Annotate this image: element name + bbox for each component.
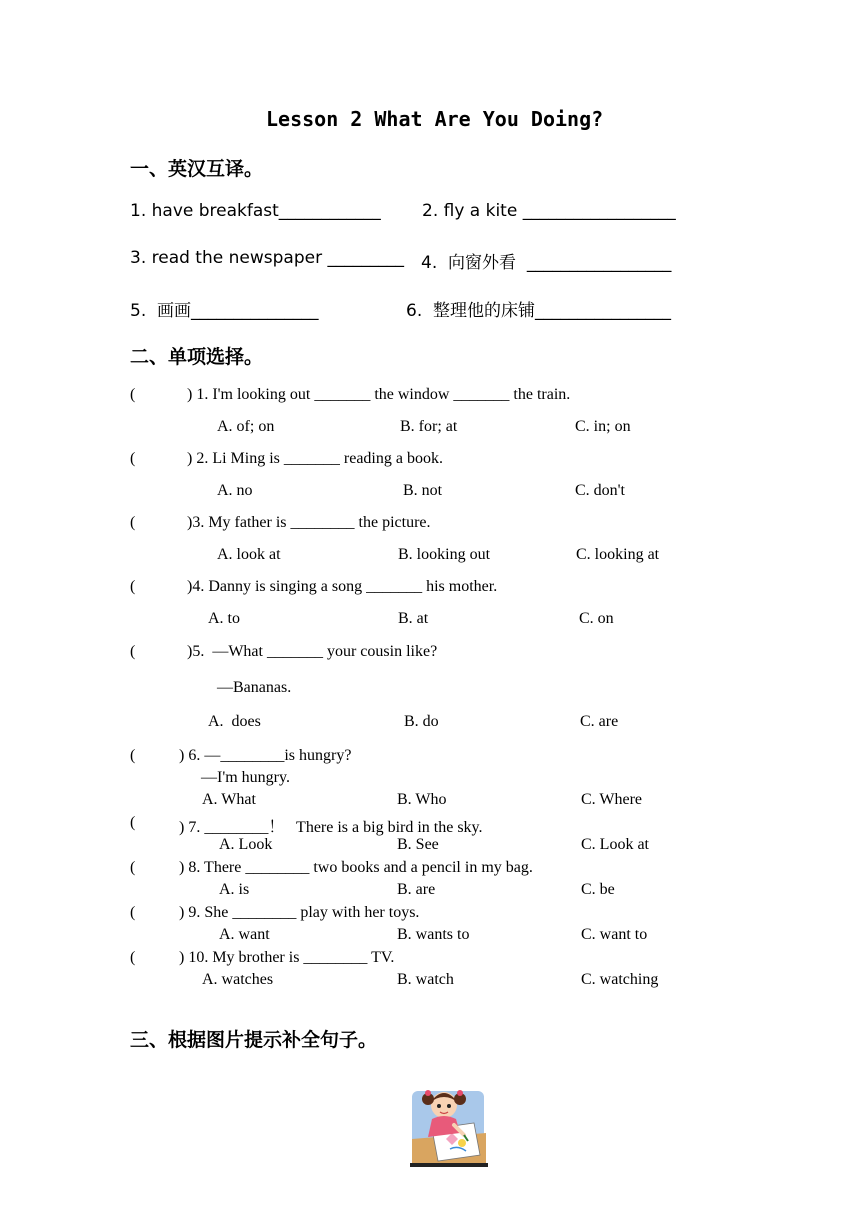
question-9: ) 9. She ________ play with her toys. (179, 904, 420, 921)
answer-paren: ( (130, 904, 136, 921)
option-b: B. are (397, 881, 436, 898)
translation-item-4: 4. 向窗外看 _________________ (421, 253, 672, 273)
translation-item-3: 3. read the newspaper _________ (130, 248, 404, 268)
answer-paren: ( (130, 859, 136, 876)
option-a: A. Look (219, 836, 273, 853)
option-a: A. What (202, 791, 256, 808)
translation-item-6: 6. 整理他的床铺________________ (406, 301, 672, 321)
option-a: A. watches (202, 971, 274, 988)
dialogue-reply: —Bananas. (217, 679, 292, 696)
translation-item-2: 2. fly a kite __________________ (422, 201, 676, 221)
answer-paren: ( (130, 450, 136, 467)
section-heading-choice: 二、单项选择。 (130, 346, 264, 368)
option-b: B. at (398, 610, 429, 627)
option-b: B. See (397, 836, 439, 853)
question-6: ) 6. —________is hungry? (179, 747, 352, 764)
option-a: A. to (208, 610, 240, 627)
answer-paren: ( (130, 643, 136, 660)
dialogue-reply: —I'm hungry. (201, 769, 290, 786)
option-c: C. in; on (575, 418, 631, 435)
option-b: B. Who (397, 791, 447, 808)
answer-paren: ( (130, 949, 136, 966)
option-c: C. Where (581, 791, 643, 808)
translation-item-5: 5. 画画_______________ (130, 301, 319, 321)
page-title: Lesson 2 What Are You Doing? (266, 107, 604, 131)
section-heading-picture: 三、根据图片提示补全句子。 (130, 1029, 378, 1051)
option-a: A. want (219, 926, 270, 943)
answer-paren: ( (130, 578, 136, 595)
question-10: ) 10. My brother is ________ TV. (179, 949, 395, 966)
option-a: A. look at (217, 546, 281, 563)
answer-paren: ( (130, 386, 136, 403)
question-4: )4. Danny is singing a song _______ his mother. (187, 578, 498, 595)
option-c: C. Look at (581, 836, 649, 853)
answer-paren: ( (130, 747, 136, 764)
question-3: )3. My father is ________ the picture. (187, 514, 431, 531)
translation-item-1: 1. have breakfast____________ (130, 201, 381, 221)
answer-paren: ( (130, 514, 136, 531)
question-2: ) 2. Li Ming is _______ reading a book. (187, 450, 443, 467)
option-c: C. are (580, 713, 619, 730)
option-b: B. looking out (398, 546, 491, 563)
option-a: A. no (217, 482, 253, 499)
option-a: A. is (219, 881, 250, 898)
answer-paren: ( (130, 814, 136, 831)
option-b: B. for; at (400, 418, 458, 435)
girl-drawing-picture-icon (410, 1081, 488, 1167)
question-7: ) 7. ________！ There is a big bird in the sky. (179, 819, 483, 836)
option-c: C. watching (581, 971, 659, 988)
section-heading-translation: 一、英汉互译。 (130, 158, 264, 180)
option-c: C. want to (581, 926, 648, 943)
option-c: C. be (581, 881, 615, 898)
option-a: A. of; on (217, 418, 275, 435)
question-5: )5. —What _______ your cousin like? (187, 643, 438, 660)
question-1: ) 1. I'm looking out _______ the window _______ the train. (187, 386, 571, 403)
option-c: C. on (579, 610, 614, 627)
option-b: B. do (404, 713, 439, 730)
option-c: C. looking at (576, 546, 660, 563)
option-c: C. don't (575, 482, 625, 499)
option-b: B. watch (397, 971, 454, 988)
question-8: ) 8. There ________ two books and a pencil in my bag. (179, 859, 533, 876)
option-a: A. does (208, 713, 261, 730)
option-b: B. wants to (397, 926, 470, 943)
option-b: B. not (403, 482, 443, 499)
